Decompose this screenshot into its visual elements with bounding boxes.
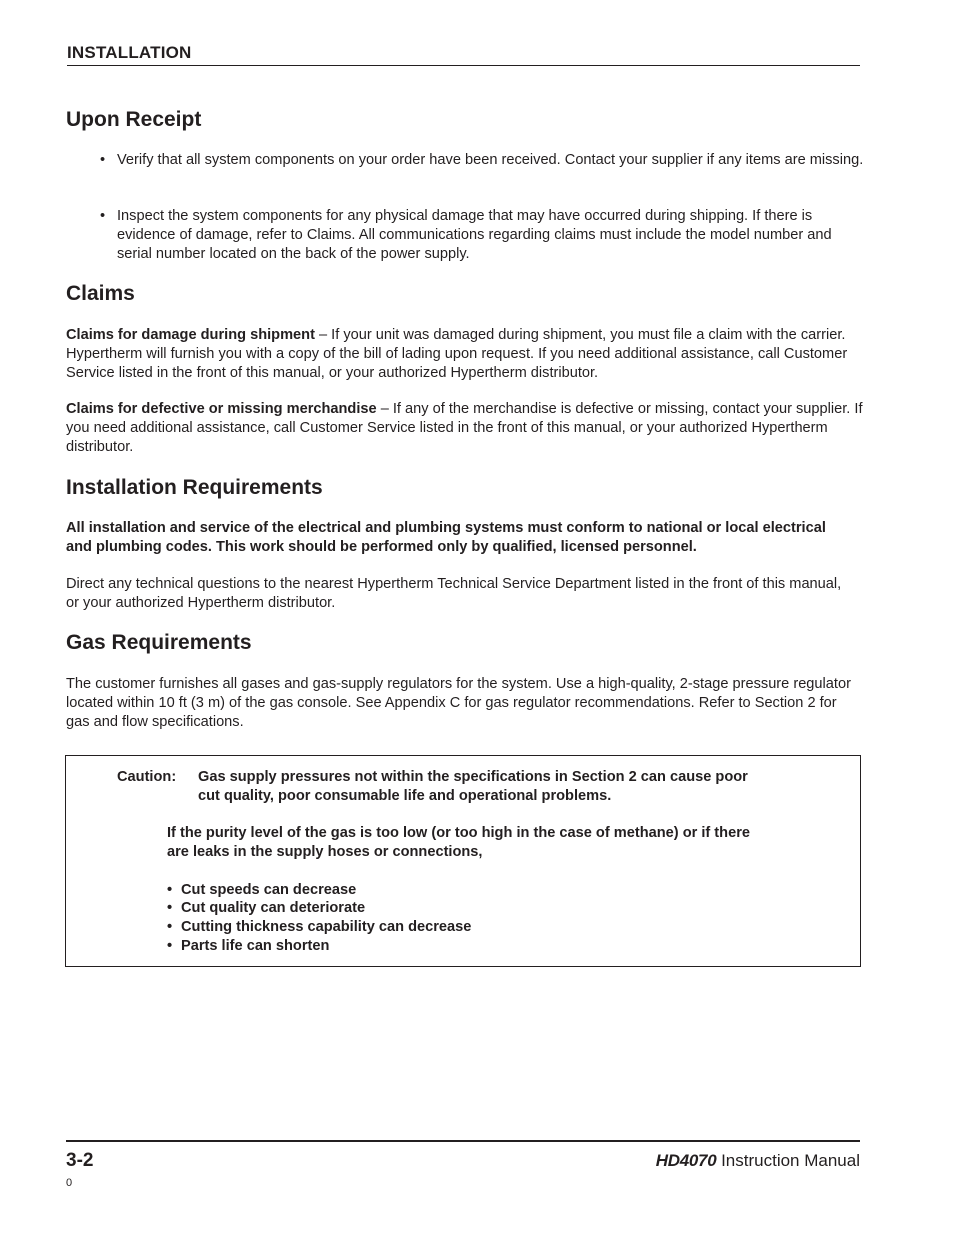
bullet-marker: •	[167, 900, 173, 916]
page-number: 3-2	[66, 1150, 94, 1171]
claims-defective-text: – If any of the merchandise is defective or missing, contact your supplier. If you need additional assistance, call Customer Service listed in the front of this manual, or your authorized Hypertherm distributor.	[66, 401, 863, 455]
footer-divider	[66, 1140, 860, 1142]
manual-title	[656, 1150, 860, 1172]
list-item	[167, 918, 471, 937]
caution-purity-line-2: are leaks in the supply hoses or connections,	[167, 844, 483, 860]
upon-receipt-heading: Upon Receipt	[66, 108, 202, 131]
caution-box	[65, 755, 861, 967]
bullet-marker: •	[167, 882, 173, 898]
list-item-text: Verify that all system components on your order have been received. Contact your supplier if any items are missing.	[117, 152, 864, 168]
list-item	[100, 207, 866, 264]
gas-requirements-heading: Gas Requirements	[66, 631, 252, 654]
caution-purity-line-1: If the purity level of the gas is too low (or too high in the case of methane) or if there	[167, 825, 750, 841]
list-item-text: Parts life can shorten	[181, 938, 330, 954]
model-name: HD4070	[655, 1151, 717, 1170]
list-item-text: Cut quality can deteriorate	[181, 900, 366, 916]
list-item	[167, 881, 356, 900]
revision-number: 0	[66, 1177, 73, 1189]
manual-label: Instruction Manual	[716, 1151, 860, 1170]
caution-line-1: Gas supply pressures not within the specifications in Section 2 can cause poor	[198, 769, 748, 785]
claims-damage-lead: Claims for damage during shipment	[66, 327, 315, 343]
installation-requirements-heading: Installation Requirements	[66, 476, 323, 499]
caution-label: Caution:	[117, 769, 177, 785]
list-item-text: Cutting thickness capability can decrease	[181, 919, 472, 935]
claims-damage-paragraph	[66, 326, 866, 383]
section-label: INSTALLATION	[67, 43, 192, 62]
bullet-marker: •	[100, 208, 106, 224]
claims-defective-lead: Claims for defective or missing merchandise	[66, 401, 377, 417]
list-item	[100, 151, 866, 170]
installation-warning: All installation and service of the electrical and plumbing systems must conform to national or local electrical and plumbing codes. This work should be performed only by qualified, licensed personnel.	[66, 520, 826, 555]
list-item	[167, 937, 329, 956]
list-item	[167, 899, 365, 918]
page-header	[67, 43, 860, 66]
list-item-text: Cut speeds can decrease	[181, 882, 357, 898]
claims-heading: Claims	[66, 282, 135, 305]
installation-note: Direct any technical questions to the nearest Hypertherm Technical Service Department listed in the front of this manual, or your authorized Hypertherm distributor.	[66, 576, 842, 611]
gas-requirements-text: The customer furnishes all gases and gas-supply regulators for the system. Use a high-quality, 2-stage pressure regulator located within 10 ft (3 m) of the gas console. See Appendix C for gas regulator recommendations. Refer to Section 2 for gas and flow specifications.	[66, 676, 851, 730]
claims-defective-paragraph	[66, 400, 866, 457]
list-item-text: Inspect the system components for any physical damage that may have occurred during shipping. If there is evidence of damage, refer to Claims. All communications regarding claims must include the model number and serial number located on the back of the power supply.	[117, 208, 832, 262]
bullet-marker: •	[167, 919, 173, 935]
caution-line-2: cut quality, poor consumable life and operational problems.	[198, 788, 612, 804]
claims-damage-text: – If your unit was damaged during shipment, you must file a claim with the carrier. Hypertherm will furnish you with a copy of the bill of lading upon request. If you need additional assistance, call Customer Service listed in the front of this manual, or your authorized Hypertherm distributor.	[66, 327, 848, 381]
bullet-marker: •	[167, 938, 173, 954]
bullet-marker: •	[100, 152, 106, 168]
